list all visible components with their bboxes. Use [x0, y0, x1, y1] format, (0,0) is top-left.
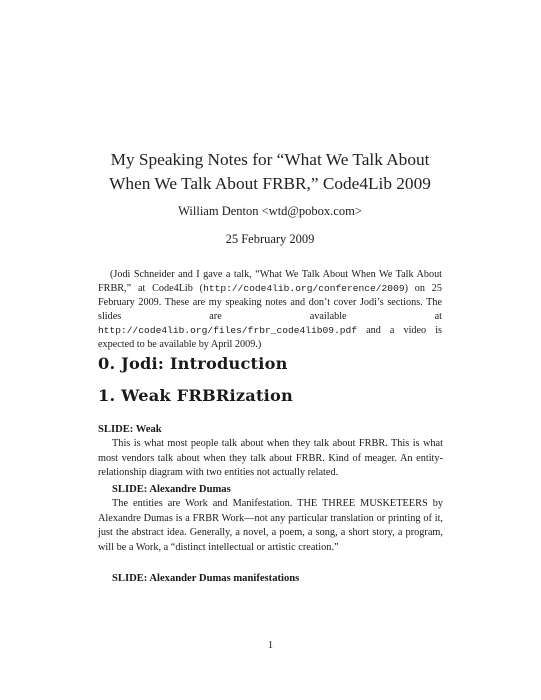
page-number: 1 [267, 640, 274, 651]
abstract-text-3: and a video is expected to be available by April 2009.) [98, 325, 442, 350]
slide-heading-weak: SLIDE: Weak [98, 424, 162, 435]
abstract-text-1: (Jodi Schneider and I gave a talk, “What We Talk About When We Talk About FRBR,” at Code4Lib ( [98, 269, 442, 294]
conference-url: http://code4lib.org/conference/2009 [203, 283, 405, 294]
date-line: 25 February 2009 [225, 232, 315, 246]
abstract [98, 268, 442, 352]
slides-url: http://code4lib.org/files/frbr_code4lib09.pdf [98, 325, 358, 336]
title-line-1: My Speaking Notes for “What We Talk About [110, 150, 430, 169]
title-line-2: When We Talk About FRBR,” Code4Lib 2009 [109, 174, 431, 193]
slide-heading-dumas-manifestations: SLIDE: Alexander Dumas manifestations [112, 573, 300, 584]
paragraph-alexandre-dumas: The entities are Work and Manifestation. THE THREE MUSKETEERS by Alexandre Dumas is a FRBR Work—not any particular translation or printing of it, just the abstract idea. Generally, a novel, a poem, a song, a short story, a program, will be a Work, a “distinct intellectual or artistic creation.” [98, 498, 443, 553]
slide-heading-alexandre-dumas: SLIDE: Alexandre Dumas [112, 484, 231, 495]
paper-title [70, 148, 470, 196]
paragraph-weak: This is what most people talk about when they talk about FRBR. This is what most vendors talk about when they talk about FRBR. Kind of meager. An entity-relationship diagram with two entities not actually related. [98, 438, 443, 478]
abstract-text-2: ) on 25 February 2009. These are my speaking notes and don’t cover Jodi’s sections. The slides are available at [98, 283, 442, 322]
section-heading-introduction: 0. Jodi: Introduction [98, 354, 288, 373]
author-line: William Denton <wtd@pobox.com> [178, 204, 362, 218]
section-heading-weak-frbrization: 1. Weak FRBRization [98, 386, 293, 405]
